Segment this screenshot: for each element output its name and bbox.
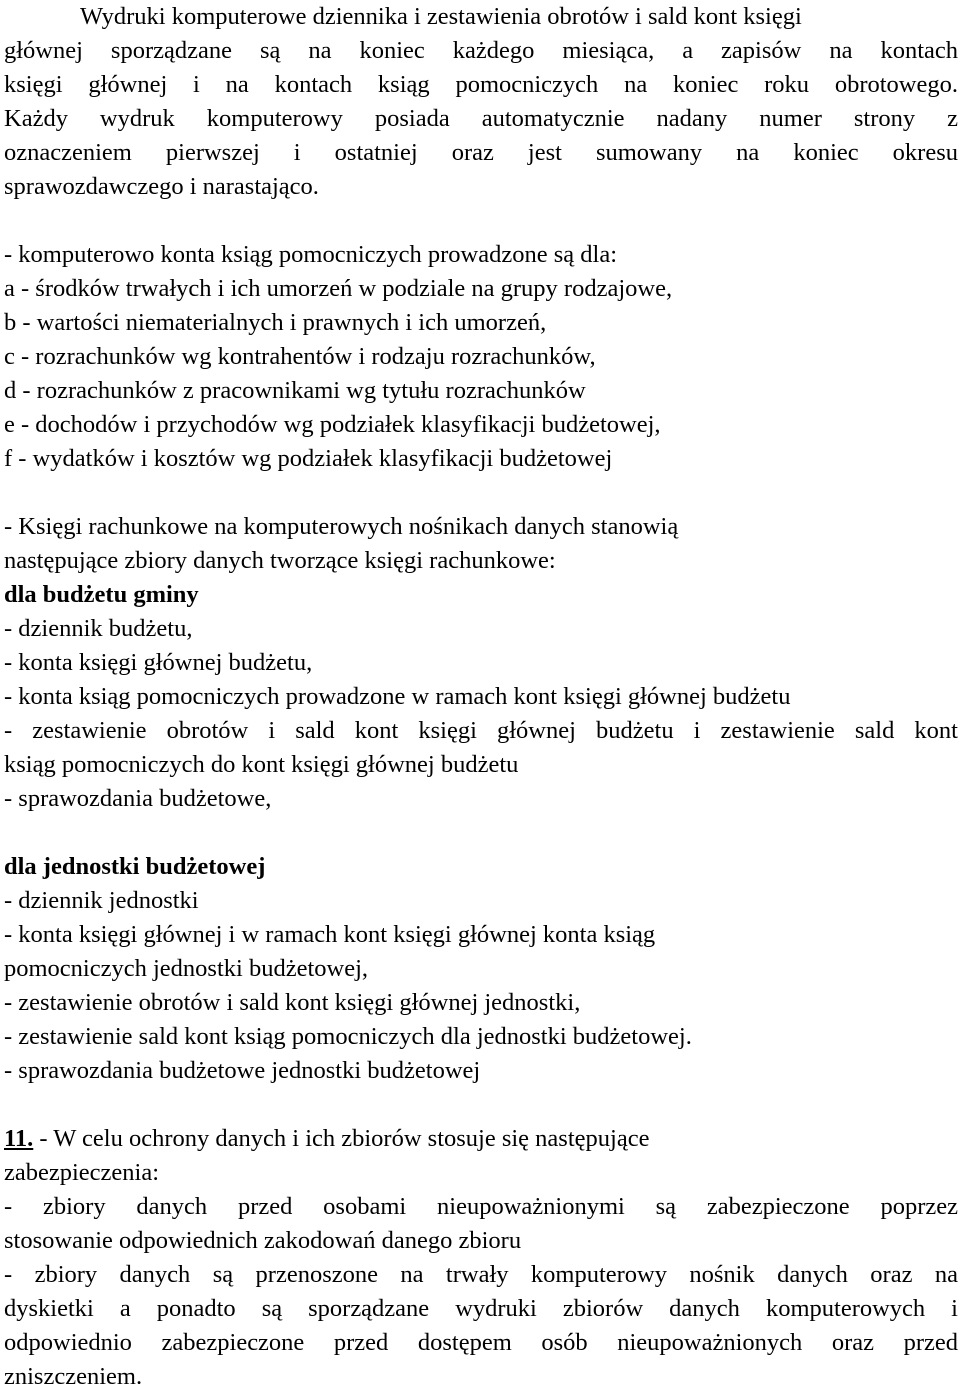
list-item: f - wydatków i kosztów wg podziałek klasyfikacji budżetowej <box>4 445 613 472</box>
text-line: Wydruki komputerowe dziennika i zestawienia obrotów i sald kont księgi <box>80 3 802 30</box>
list-item: - zestawienie sald kont ksiąg pomocniczych dla jednostki budżetowej. <box>4 1023 692 1050</box>
spacer <box>4 816 958 850</box>
list-item: b - wartości niematerialnych i prawnych i ich umorzeń, <box>4 309 547 336</box>
spacer <box>4 476 958 510</box>
section-11-lead: - W celu ochrony danych i ich zbiorów stosuje się następujące <box>33 1125 650 1152</box>
text-line: stosowanie odpowiednich zakodowań danego zbioru <box>4 1227 522 1254</box>
list-item: e - dochodów i przychodów wg podziałek klasyfikacji budżetowej, <box>4 411 661 438</box>
list-item: - dziennik jednostki <box>4 887 199 914</box>
list-item: pomocniczych jednostki budżetowej, <box>4 955 368 982</box>
list-item: - dziennik budżetu, <box>4 615 193 642</box>
spacer <box>4 1088 958 1122</box>
text-line: odpowiednio zabezpieczone przed dostępem osób nieupoważnionych oraz przed <box>4 1329 958 1356</box>
list-item: c - rozrachunków wg kontrahentów i rodzaju rozrachunków, <box>4 343 596 370</box>
list-item: - konta księgi głównej i w ramach kont księgi głównej konta ksiąg <box>4 921 656 948</box>
section-number: 11. <box>4 1125 34 1152</box>
subsidiary-ledgers-list <box>4 238 958 476</box>
paragraph-printouts <box>4 0 958 204</box>
list-item: ksiąg pomocniczych do kont księgi głównej budżetu <box>4 751 519 778</box>
document-page <box>4 0 958 1394</box>
list-item: - zestawienie obrotów i sald kont księgi głównej jednostki, <box>4 989 581 1016</box>
section-11-first-line <box>4 1122 958 1156</box>
spacer <box>4 204 958 238</box>
text-line: dyskietki a ponadto są sporządzane wydruki zbiorów danych komputerowych i <box>4 1295 958 1322</box>
text-line: głównej sporządzane są na koniec każdego miesiąca, a zapisów na kontach <box>4 37 958 64</box>
section-heading-unit: dla jednostki budżetowej <box>4 853 266 880</box>
list-item: - sprawozdania budżetowe, <box>4 785 272 812</box>
list-item: - konta księgi głównej budżetu, <box>4 649 313 676</box>
list-intro: - komputerowo konta ksiąg pomocniczych prowadzone są dla: <box>4 241 618 268</box>
list-item: a - środków trwałych i ich umorzeń w podziale na grupy rodzajowe, <box>4 275 673 302</box>
section-11 <box>4 1122 958 1394</box>
text-line: następujące zbiory danych tworzące księgi rachunkowe: <box>4 547 556 574</box>
data-sets-section <box>4 510 958 1088</box>
list-item: d - rozrachunków z pracownikami wg tytułu rozrachunków <box>4 377 586 404</box>
text-line: księgi głównej i na kontach ksiąg pomocniczych na koniec roku obrotowego. <box>4 71 958 98</box>
text-line: oznaczeniem pierwszej i ostatniej oraz jest sumowany na koniec okresu <box>4 139 958 166</box>
text-line: zniszczeniem. <box>4 1363 143 1390</box>
text-line: zabezpieczenia: <box>4 1159 160 1186</box>
list-item: - zestawienie obrotów i sald kont księgi głównej budżetu i zestawienie sald kont <box>4 717 958 744</box>
section-heading-budget: dla budżetu gminy <box>4 581 199 608</box>
text-line: Każdy wydruk komputerowy posiada automatycznie nadany numer strony z <box>4 105 958 132</box>
list-item: - konta ksiąg pomocniczych prowadzone w ramach kont księgi głównej budżetu <box>4 683 791 710</box>
text-line: sprawozdawczego i narastająco. <box>4 173 319 200</box>
text-line: - zbiory danych przed osobami nieupoważnionymi są zabezpieczone poprzez <box>4 1193 958 1220</box>
text-line: - zbiory danych są przenoszone na trwały komputerowy nośnik danych oraz na <box>4 1261 958 1288</box>
list-item: - sprawozdania budżetowe jednostki budżetowej <box>4 1057 481 1084</box>
text-line: - Księgi rachunkowe na komputerowych nośnikach danych stanowią <box>4 513 679 540</box>
